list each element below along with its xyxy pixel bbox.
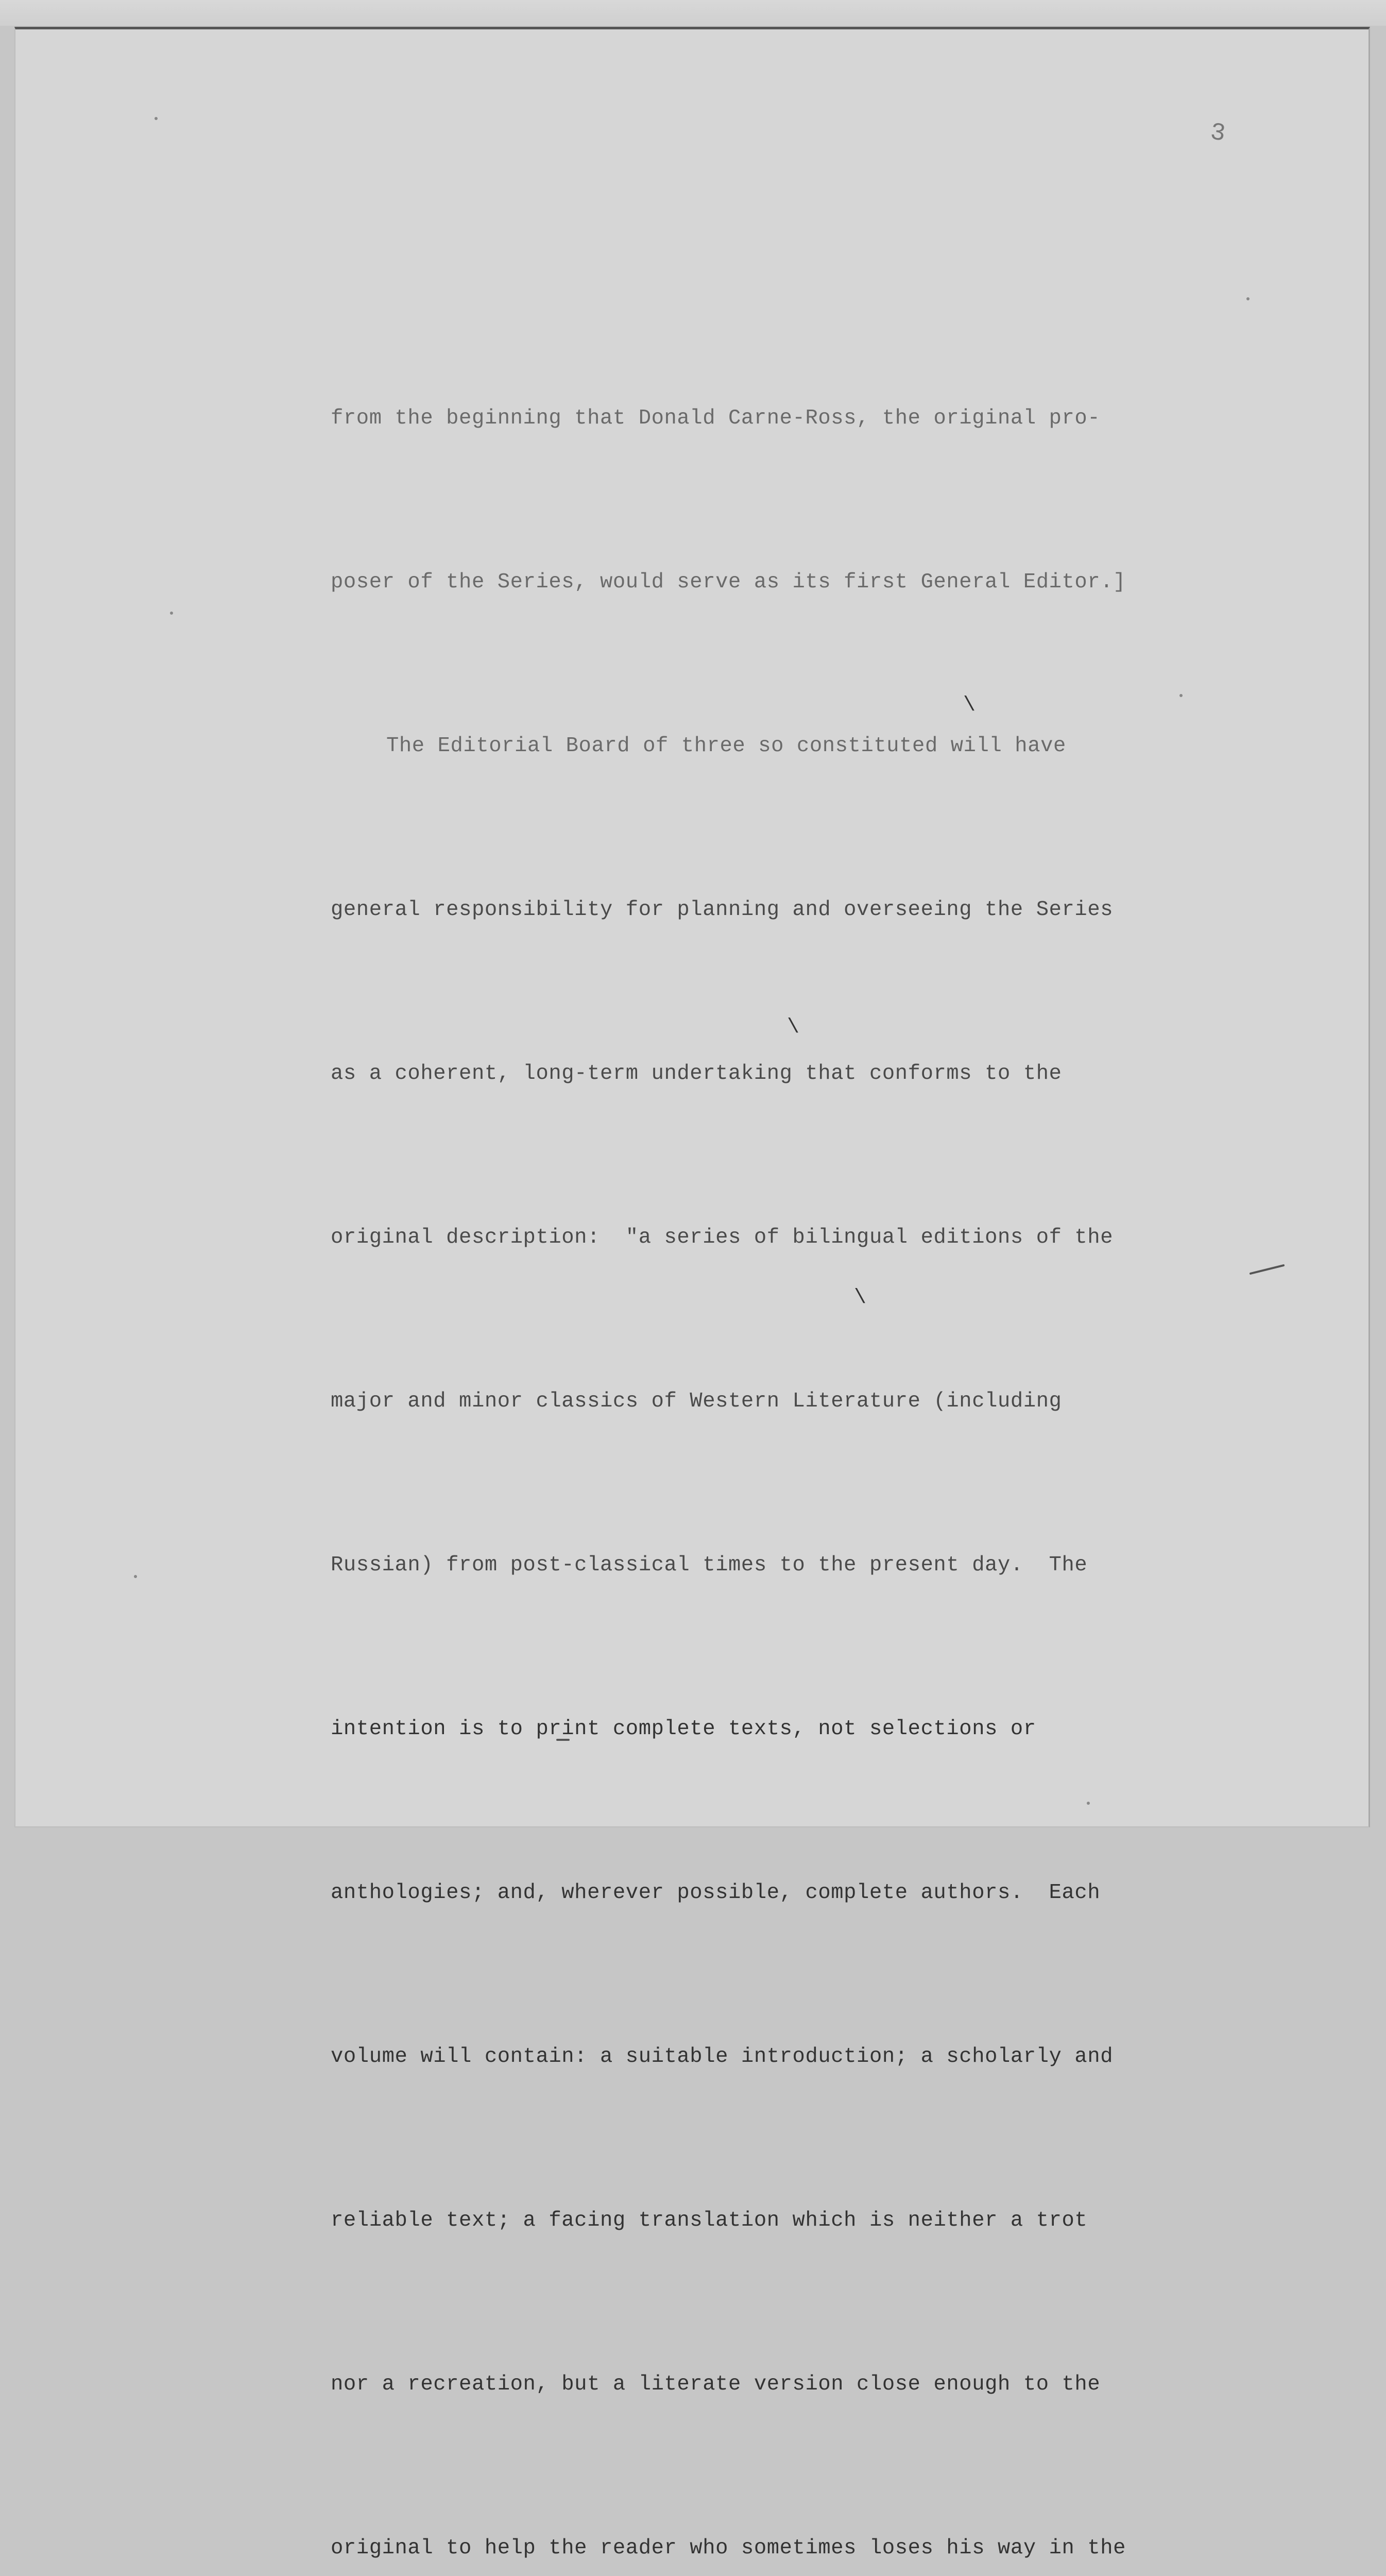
- text-line: reliable text; a facing translation which is neither a trot: [331, 2209, 1088, 2232]
- proofreading-tick-mark: \: [963, 694, 976, 717]
- body-text: [331, 282, 1206, 2576]
- proofreading-tick-mark: \: [787, 1016, 800, 1039]
- text-line: anthologies; and, wherever possible, complete authors. Each: [331, 1881, 1101, 1905]
- page-number-mark: 3: [1208, 118, 1227, 148]
- speck: [134, 1575, 137, 1578]
- text-line: nor a recreation, but a literate version close enough to the: [331, 2372, 1101, 2396]
- text-line: from the beginning that Donald Carne-Ross, the original pro-: [331, 406, 1101, 430]
- text-line: major and minor classics of Western Literature (including: [331, 1389, 1062, 1413]
- speck: [155, 117, 158, 120]
- pencil-stroke-margin: [1250, 1264, 1285, 1275]
- speck: [170, 612, 173, 615]
- text-line: as a coherent, long-term undertaking that conforms to the: [331, 1062, 1062, 1086]
- text-line: volume will contain: a suitable introduction; a scholarly and: [331, 2045, 1114, 2069]
- text-line: intention is to print complete texts, not selections or: [331, 1717, 1036, 1741]
- text-line: Russian) from post-classical times to the present day. The: [331, 1553, 1088, 1577]
- paragraph-start-line: The Editorial Board of three so constituted will have: [386, 734, 1066, 758]
- text-line: original to help the reader who sometimes loses his way in the: [331, 2536, 1126, 2560]
- typewritten-page: [14, 27, 1370, 2560]
- proofreading-tick-mark: \: [854, 1286, 867, 1310]
- speck: [1246, 297, 1250, 300]
- text-line: poser of the Series, would serve as its first General Editor.]: [331, 570, 1126, 594]
- scan-background: [0, 0, 1386, 26]
- text-line: original description: "a series of bilingual editions of the: [331, 1226, 1114, 1249]
- text-line: general responsibility for planning and overseeing the Series: [331, 898, 1114, 922]
